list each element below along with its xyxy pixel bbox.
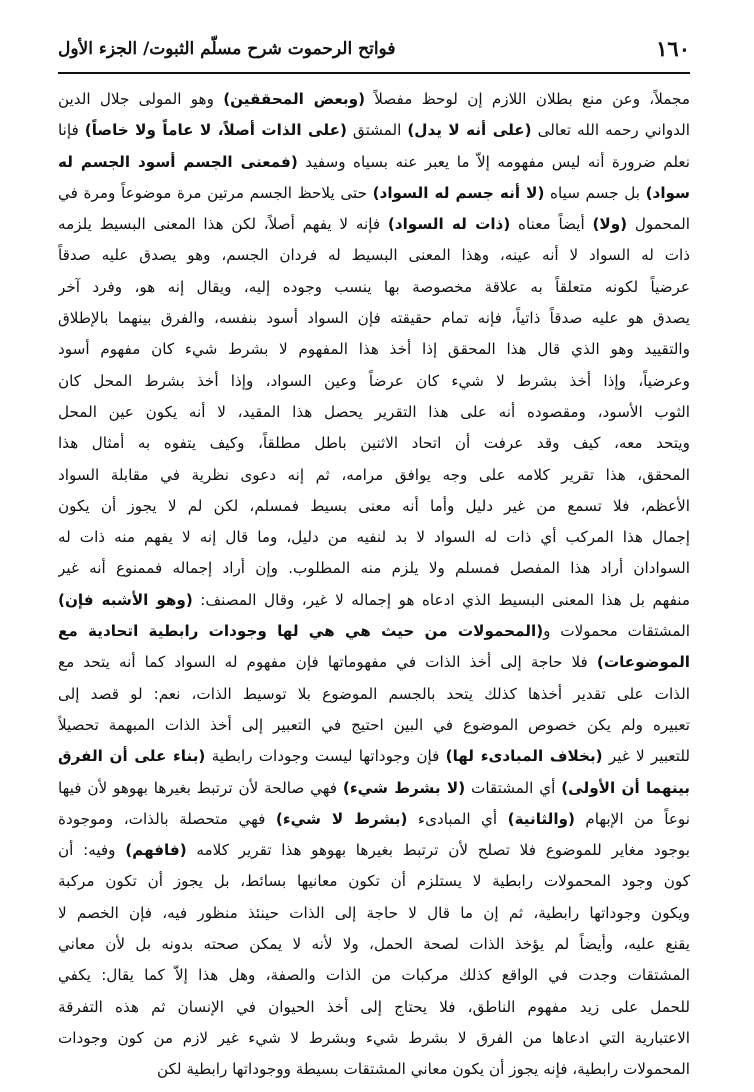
sharh-text: تعبيره ولم يكن خصوص الموضوع في البين احتيج في التعبير إلى أخذ الذات المبهمة تحصيلاً bbox=[58, 715, 690, 734]
bold-matn-text: سواد) bbox=[645, 183, 690, 202]
sharh-text: بوجود مغاير للموضوع فلا تصلح لأن ترتبط بغيرها بهوهو هذا تقرير كلامه bbox=[186, 841, 690, 860]
sharh-text: الذات على تقدير أخذها كذلك يتحد بالجسم الموضوع بلا توسيط الذات، نعم: لو قصد إلى bbox=[58, 684, 690, 703]
bold-matn-text: (لا أنه جسم له السواد) bbox=[372, 183, 545, 202]
bold-matn-text: (ذات له السواد) bbox=[387, 215, 511, 234]
sharh-text: المحقق، هذا تقرير كلامه على وجه يوافق مرامه، ثم إنه دعوى نظرية في مقابلة السواد bbox=[58, 465, 690, 484]
sharh-text: عرضياً لكونه متعلقاً به علاقة مخصوصة بها ينسب وجوده إليه، ويقال إنه هو، وفرد آخر bbox=[58, 277, 690, 296]
text-line bbox=[58, 240, 690, 271]
bold-matn-text: (والثانية) bbox=[507, 809, 575, 828]
sharh-text: فلا حاجة إلى أخذ الذات في مفهوماتها فإن مفهوم له السواد كما أنه يتحد مع bbox=[58, 653, 597, 672]
text-line bbox=[58, 804, 690, 835]
sharh-text: المشتقات وجدت في الواقع كذلك مركبات من الذات والصفة، وهل هذا إلاّ كما يقال: يكفي bbox=[58, 966, 690, 985]
text-line bbox=[58, 898, 690, 929]
sharh-text: أيضاً معناه bbox=[510, 215, 593, 234]
bold-matn-text: (لا بشرط شيء) bbox=[342, 778, 466, 797]
sharh-text: السوادان أراد هذا المفصل فمسلم ولا يلزم منه المطلوب. وإن أراد إجماله فممنوع أنه غير bbox=[58, 559, 690, 578]
sharh-text: الأعظم، فلا تسمع من غير دليل وأما أنه معنى بسيط فمسلم، لكن لم لا يجوز أن يكون bbox=[58, 496, 690, 515]
sharh-text: ويتحد معه، كيف وقد عرفت أن اتحاد الاثنين باطل مطلقاً، وكيف يتفوه به أمثال هذا bbox=[58, 434, 690, 453]
text-line bbox=[58, 1023, 690, 1054]
text-line bbox=[58, 553, 690, 584]
sharh-text: الثوب الأسود، ومقصوده أنه على هذا التقرير يحصل هذا المقيد، لا أنه يكون عين المحل bbox=[58, 402, 690, 421]
bold-matn-text: (وبعض المحققين) bbox=[223, 90, 366, 108]
text-line bbox=[58, 460, 690, 491]
sharh-text: وعرضياً، وإذا أخذ بشرط لا شيء كان عرضاً وعين السواد، وإذا أخذ بشرط المحل كان bbox=[58, 371, 690, 390]
text-line bbox=[58, 209, 690, 240]
text-line bbox=[58, 929, 690, 960]
sharh-text: يقنع عليه، وأيضاً لم يؤخذ الذات لصحة الحمل، ولا لأنه لا يمكن صحته بدونه بل لأن معاني bbox=[58, 935, 690, 954]
sharh-text: للتعبير لا غير bbox=[602, 747, 690, 766]
bold-matn-text: (بناء على أن الفرق bbox=[58, 747, 206, 766]
bold-matn-text: بينهما أن الأولى) bbox=[561, 778, 690, 797]
text-line bbox=[58, 272, 690, 303]
text-line bbox=[58, 491, 690, 522]
sharh-text: كون وجود المحمولات رابطية لا يستلزم أن تكون معانيها بسائط، بل يجوز أن تكون مركبة bbox=[58, 872, 690, 891]
text-line bbox=[58, 992, 690, 1023]
bold-matn-text: الموضوعات) bbox=[596, 653, 690, 672]
text-line bbox=[58, 397, 690, 428]
sharh-text: والتقييد وهو الذي قال هذا المحقق إذا أخذ هذا المفهوم لا بشرط شيء كان مفهوم أسود bbox=[58, 340, 690, 359]
text-line bbox=[58, 866, 690, 897]
text-line bbox=[58, 741, 690, 772]
text-line bbox=[58, 960, 690, 991]
sharh-text: وهو المولى جلال الدين bbox=[58, 90, 224, 108]
sharh-text: فإنه لا يفهم أصلاً، لكن هذا المعنى البسيط يلزمه bbox=[58, 215, 388, 234]
sharh-text: المحمول bbox=[627, 215, 690, 234]
text-line bbox=[58, 334, 690, 365]
bold-matn-text: (بخلاف المبادىء لها) bbox=[445, 747, 603, 766]
bold-matn-text: (على الذات أصلاً، لا عاماً ولا خاصاً) bbox=[84, 121, 347, 140]
bold-matn-text: (على أنه لا يدل) bbox=[407, 121, 532, 140]
bold-matn-text: (المحمولات من حيث هي هي لها وجودات رابطية اتحادية مع bbox=[58, 622, 544, 641]
sharh-text: فهي متحصلة بالذات، وموجودة bbox=[58, 809, 276, 828]
sharh-text: أي المبادىء bbox=[407, 809, 508, 828]
header-rule bbox=[58, 72, 690, 74]
text-line bbox=[58, 522, 690, 553]
text-line bbox=[58, 679, 690, 710]
text-line bbox=[58, 616, 690, 647]
sharh-text: ذات له السواد لا أنه عينه، وهذا المعنى البسيط له فردان الجسم، وهو يصدق عليه صدقاً bbox=[58, 246, 690, 265]
text-line bbox=[58, 366, 690, 397]
sharh-text: المحمولات رابطية، فإنه يجوز أن يكون معاني المشتقات بسيطة ووجوداتها رابطية لكن bbox=[156, 1060, 690, 1079]
sharh-text: فهي صالحة لأن ترتبط بغيرها بهوهو لأن فيها bbox=[58, 778, 343, 797]
page-header bbox=[58, 30, 690, 64]
text-line bbox=[58, 147, 690, 178]
sharh-text: مجملاً، وعن منع بطلان اللازم إن لوحظ مفصلاً bbox=[365, 90, 690, 108]
sharh-text: فإنا bbox=[58, 121, 85, 140]
sharh-text: الاعتبارية التي ادعاها من الفرق لا بشرط شيء وبشرط لا شيء غير لازم من كون وجودات bbox=[58, 1028, 690, 1047]
text-line bbox=[58, 710, 690, 741]
page-number: ١٦٠ bbox=[656, 36, 690, 61]
sharh-text: للحمل على زيد مفهوم الناطق، فلا يحتاج إلى أخذ الحيوان في الإنسان ثم هذه التفرقة bbox=[58, 997, 690, 1016]
sharh-text: فإن وجوداتها ليست وجودات رابطية bbox=[205, 747, 446, 766]
body-text bbox=[58, 84, 690, 1086]
text-line bbox=[58, 178, 690, 209]
text-line bbox=[58, 835, 690, 866]
sharh-text: ويكون وجوداتها رابطية، ثم إن ما قال لا حاجة إلى الذات حينئذ منظور فيه، فإن الخصم لا bbox=[58, 903, 690, 922]
sharh-text: بل جسم سياه bbox=[544, 183, 646, 202]
text-line bbox=[58, 428, 690, 459]
sharh-text: المشتق bbox=[346, 121, 408, 140]
bold-matn-text: (فمعنى الجسم أسود الجسم له bbox=[58, 152, 298, 171]
sharh-text: نعلم ضرورة أنه ليس مفهومه إلاّ ما يعبر عنه بسياه وسفيد bbox=[297, 152, 690, 171]
text-line bbox=[58, 1054, 690, 1085]
bold-matn-text: (وهو الأشبه فإن) bbox=[58, 590, 193, 609]
sharh-text: نوعاً من الإبهام bbox=[574, 809, 690, 828]
sharh-text: وفيه: أن bbox=[58, 841, 126, 860]
running-title: فواتح الرحموت شرح مسلّم الثبوت/ الجزء الأول bbox=[58, 39, 396, 59]
bold-matn-text: (فافهم) bbox=[125, 841, 187, 860]
text-line bbox=[58, 647, 690, 678]
text-line bbox=[58, 773, 690, 804]
text-line bbox=[58, 303, 690, 334]
sharh-text: يصدق هو عليه صدقاً ذاتياً، فإنه تمام حقيقته فإن السواد أسود بنفسه، والفرق بينهما بالإطلاق bbox=[58, 309, 690, 328]
text-line bbox=[58, 115, 690, 146]
sharh-text: الدواني رحمه الله تعالى bbox=[531, 121, 690, 140]
bold-matn-text: (بشرط لا شيء) bbox=[275, 809, 408, 828]
sharh-text: أي المشتقات bbox=[465, 778, 562, 797]
sharh-text: منفهم بل هذا المعنى البسيط الذي ادعاه هو إجماله لا غير، وقال المصنف: bbox=[192, 590, 690, 609]
bold-matn-text: (ولا) bbox=[592, 215, 628, 234]
text-line bbox=[58, 585, 690, 616]
sharh-text: حتى يلاحظ الجسم مرتين مرة موضوعاً ومرة في bbox=[58, 183, 373, 202]
sharh-text: المشتقات محمولات و bbox=[543, 622, 690, 641]
sharh-text: إجمال هذا المركب أي ذات له السواد لا بد لنفيه من دليل، وما قال إنه لا يفهم منه ذات له bbox=[58, 528, 690, 547]
text-line bbox=[58, 84, 690, 115]
